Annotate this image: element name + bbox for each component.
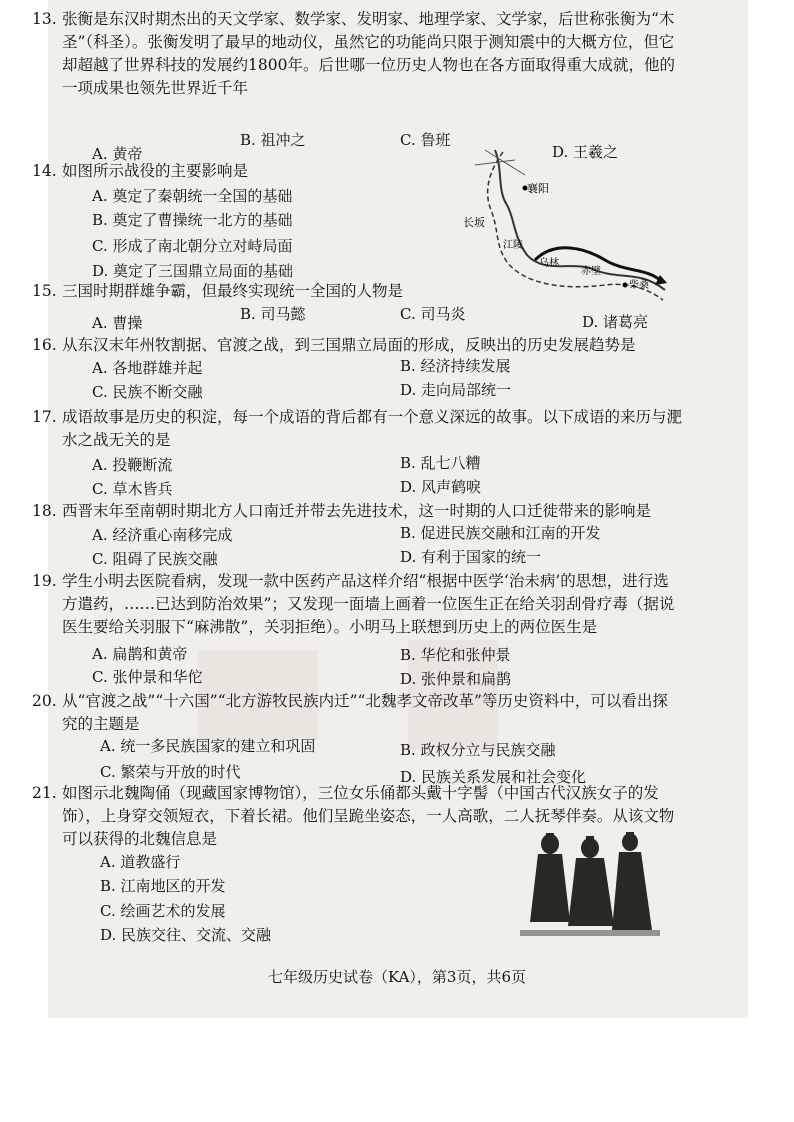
option-c[interactable]: C. 绘画艺术的发展 [100,902,226,920]
battle-map [455,140,670,305]
option-a[interactable]: A. 奠定了秦朝统一全国的基础 [92,187,293,205]
option-d[interactable]: D. 奠定了三国鼎立局面的基础 [92,262,294,280]
option-a[interactable]: A. 黄帝 [92,145,143,163]
option-b[interactable]: B. 华佗和张仲景 [400,646,511,664]
option-b[interactable]: B. 政权分立与民族交融 [400,741,556,759]
question-14 [32,160,462,183]
option-d[interactable]: D. 王羲之 [552,143,619,161]
figurine-base [520,930,660,936]
map-label-wulin: 乌林 [539,258,559,269]
page-footer: 七年级历史试卷（KA），第3页，共6页 [267,968,527,986]
question-number: 13. [32,10,57,28]
question-number: 15. [32,282,57,300]
option-b[interactable]: B. 促进民族交融和江南的开发 [400,524,601,542]
question-number: 21. [32,784,57,802]
option-a[interactable]: A. 统一多民族国家的建立和巩固 [100,737,316,755]
question-stem: 从东汉末年州牧割据、官渡之战，到三国鼎立局面的形成，反映出的历史发展趋势是 [62,336,636,354]
option-d[interactable]: D. 有利于国家的统一 [400,548,542,566]
map-label-chibi: 赤壁 [581,266,601,277]
figurine-body [612,852,652,930]
option-a[interactable]: A. 道教盛行 [100,853,181,871]
option-b[interactable]: B. 奠定了曹操统一北方的基础 [92,211,293,229]
question-13 [32,8,682,118]
question-stem: 如图示北魏陶俑（现藏国家博物馆），三位女乐俑都头戴十字髻（中国古代汉族女子的发饰），上身穿交领短衣，下着长裙。他们呈跪坐姿态，一人高歌，二人抚琴伴奏。从该文物可以获得的北魏信息是 [62,784,675,848]
option-c[interactable]: C. 司马炎 [400,305,466,323]
option-c[interactable]: C. 民族不断交融 [92,383,203,401]
option-a[interactable]: A. 扁鹊和黄帝 [92,645,188,663]
option-c[interactable]: C. 阻碍了民族交融 [92,550,218,568]
question-20 [32,690,682,736]
question-stem: 从“官渡之战”“十六国”“北方游牧民族内迁”“北魏孝文帝改革”等历史资料中，可以看出探究的主题是 [62,692,668,733]
pottery-figurines-image [520,830,660,940]
map-dot [523,186,528,191]
option-c[interactable]: C. 繁荣与开放的时代 [100,763,241,781]
question-stem: 三国时期群雄争霸，但最终实现统一全国的人物是 [62,282,404,300]
option-c[interactable]: C. 鲁班 [400,131,451,149]
option-a[interactable]: A. 各地群雄并起 [92,359,203,377]
option-b[interactable]: B. 祖冲之 [240,131,306,149]
question-number: 20. [32,692,57,710]
question-number: 18. [32,502,57,520]
figurine-bun [586,836,594,842]
map-label-chaisang: 柴桑 [629,280,649,291]
question-stem: 学生小明去医院看病，发现一款中医药产品这样介绍“根据中医学‘治未病’的思想，进行选方遣药，……已达到防治效果”；又发现一面墙上画着一位医生正在给关羽刮骨疗毒（据说医生要给关羽服下“麻沸散”，关羽拒绝）。小明马上联想到历史上的两位医生是 [62,572,675,636]
question-number: 17. [32,408,57,426]
map-label-xiangyang: 襄阳 [527,182,549,195]
option-d[interactable]: D. 张仲景和扁鹊 [400,670,512,688]
option-c[interactable]: C. 张仲景和华佗 [92,668,203,686]
option-a[interactable]: A. 投鞭断流 [92,456,173,474]
question-stem: 如图所示战役的主要影响是 [62,162,249,180]
river-line [495,150,665,290]
option-d[interactable]: D. 诸葛亮 [582,313,649,331]
map-label-jiangling: 江陵 [503,240,523,251]
question-number: 16. [32,336,57,354]
question-17 [32,406,683,452]
figurine-bun [546,833,554,839]
question-19 [32,570,682,639]
option-c[interactable]: C. 草木皆兵 [92,480,173,498]
option-d[interactable]: D. 走向局部统一 [400,381,512,399]
question-number: 14. [32,162,57,180]
option-b[interactable]: B. 乱七八糟 [400,454,481,472]
figurine-body [568,858,614,926]
question-stem: 西晋末年至南朝时期北方人口南迁并带去先进技术，这一时期的人口迁徙带来的影响是 [62,502,652,520]
option-c[interactable]: C. 形成了南北朝分立对峙局面 [92,237,293,255]
option-a[interactable]: A. 经济重心南移完成 [92,526,233,544]
figurine-bun [626,832,634,838]
question-15 [32,280,462,303]
option-b[interactable]: B. 司马懿 [240,305,306,323]
option-d[interactable]: D. 民族交往、交流、交融 [100,926,272,944]
option-a[interactable]: A. 曹操 [92,314,143,332]
figurine-body [530,854,570,922]
option-b[interactable]: B. 江南地区的开发 [100,877,226,895]
question-stem: 张衡是东汉时期杰出的天文学家、数学家、发明家、地理学家、文学家，后世称张衡为“木圣”（科圣）。张衡发明了最早的地动仪，虽然它的功能尚只限于测知震中的大概方位，但它却超越了世界科技的发展约1800年。后世哪一位历史人物也在各方面取得重大成就，他的一项成果也领先世界近千年 [62,10,675,97]
question-stem: 成语故事是历史的积淀，每一个成语的背后都有一个意义深远的故事。以下成语的来历与淝水之战无关的是 [62,408,683,449]
map-label-changban: 长坂 [463,216,485,229]
option-d[interactable]: D. 民族关系发展和社会变化 [400,768,587,786]
question-16 [32,334,682,357]
option-d[interactable]: D. 风声鹤唳 [400,478,482,496]
option-b[interactable]: B. 经济持续发展 [400,357,511,375]
question-number: 19. [32,572,57,590]
map-dot [623,283,628,288]
question-18 [32,500,682,523]
